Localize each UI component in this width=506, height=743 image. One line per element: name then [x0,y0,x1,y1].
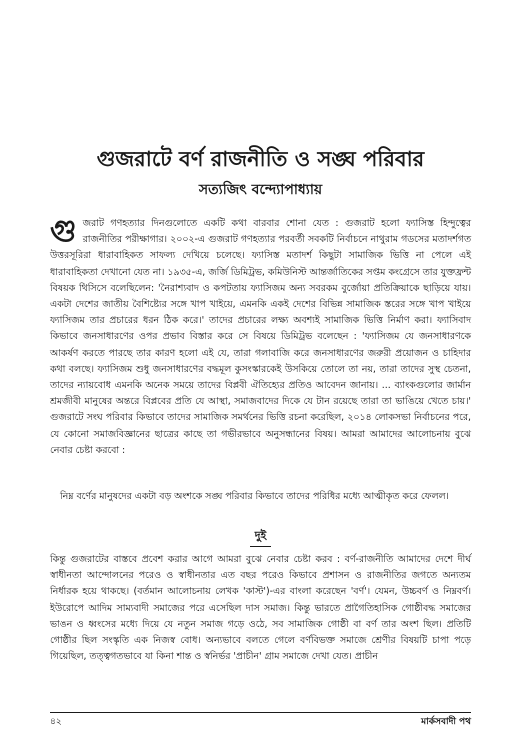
drop-cap: গু [50,214,77,249]
indented-question: নিম্ন বর্ণের মানুষদের একটা বড় অংশকে সঙ্ঘ পরিবার কিভাবে তাদের পরিধির মধ্যে আত্মীকৃত করে ফেলল। [60,491,449,502]
section-one-body [50,216,471,459]
article-page [50,0,471,743]
section-two-heading: দুই [254,529,267,542]
journal-name: মার্কসবাদী পথ [421,717,471,727]
article-author: সত্যজিৎ বন্দ্যোপাধ্যায় [198,182,323,198]
footer-divider [50,712,471,713]
article-title: গুজরাটে বর্ণ রাজনীতি ও সঙ্ঘ পরিবার [96,147,425,171]
section-two-body: কিন্তু গুজরাটের বাস্তবে প্রবেশ করার আগে আমরা বুঝে নেবার চেষ্টা করব : বর্ণ-রাজনীতি আমাদের দেশে দীর্ঘ স্বাধীনতা আন্দোলনের পরেও ও স্বাধীনতার এত বছর পরেও কিভাবে প্রশাসন ও রাজনীতির জগতে অন্যতম নির্ধারক হয়ে থাকছে। (বর্তমান আলোচনায় লেখক 'কাস্ট')-এর বাংলা করেছেন 'বর্ণ'। যেমন, উচ্চবর্ণ ও নিম্নবর্ণ। ইউরোপে আদিম সাম্যবাদী সমাজের পরে এসেছিল দাস সমাজ। কিন্তু ভারতে প্রাগৈতিহাসিক গোষ্ঠীবদ্ধ সমাজের ভাঙন ও ধ্বংসের মধ্যে দিয়ে যে নতুন সমাজ গড়ে ওঠে, সব সামাজিক গোষ্ঠী বা বর্ণ তার অংশ ছিল। প্রতিটি গোষ্ঠীর ছিল সংস্কৃতি এক নিজস্ব বোধ। অন্যভাবে বলতে গেলে বর্ণবিভক্ত সমাজে শ্রেণীর বিষয়টি চাপা পড়ে গিয়েছিল, তত্ত্বগতভাবে যা কিনা শান্ত ও স্বনির্ভর 'প্রাচীন' গ্রাম সমাজে দেখা যেত। প্রাচীন [50,554,471,663]
section-heading-underline [250,546,271,547]
section-one-paragraph: জরাট গণহত্যার দিনগুলোতে একটি কথা বারবার শোনা যেত : গুজরাট হলো ফ্যাসিস্ত হিন্দুত্বের রাজনীতির পরীক্ষাগার। ২০০২-এ গুজরাট গণহত্যার পরবর্তী সবকটি নির্বাচনে নাথুরাম গডসের মতাদর্শগত উত্তরসূরিরা ধারাবাহিকত সাফল্য দেখিয়ে চলেছে। ফ্যাসিস্ত মতাদর্শ কিছুটা সামাজিক ভিত্তি না পেলে এই ধারাবাহিকতা দেখানো যেত না। ১৯৩৫-এ, জর্জি ডিমিট্রভ, কমিউনিস্ট আন্তর্জাতিকের সপ্তম কংগ্রেসে তার যুক্তফ্রন্ট বিষয়ক থিসিসে বলেছিলেন: 'নৈরাশ্যবাদ ও কপটতায় ফ্যাসিজম অন্য সবরকম বুর্জোয়া প্রতিক্রিয়াকে ছাড়িয়ে যায়। একটা দেশের জাতীয় বৈশিষ্ট্যের সঙ্গে খাপ খাইয়ে, এমনকি একই দেশের বিভিন্ন সামাজিক স্তরের সঙ্গে খাপ খাইয়ে ফ্যাসিজম তার প্রচারের ধরন ঠিক করে।' তাদের প্রচারের লক্ষ্য অবশ্যই সামাজিক ভিত্তি নির্মাণ করা। ফ্যাসিবাদ কিভাবে জনসাধারণের ওপর প্রভাব বিস্তার করে সে বিষয়ে ডিমিট্রভ বলেছেন : 'ফ্যাসিজম যে জনসাধারণকে আকর্ষণ করতে পারছে তার কারণ হলো এই যে, তারা গলাবাজি করে জনসাধারণের জরুরী প্রয়োজন ও চাহিদার কথা বলছে। ফ্যাসিজম শুধু জনসাধারণের বদ্ধমূল কুসংস্কারকেই উসকিয়ে তোলে তা নয়, তারা তাদের সুস্থ চেতনা, তাদের ন্যায়বোধ এমনকি অনেক সময়ে তাদের বিপ্লবী ঐতিহ্যের প্রতিও আবেদন জানায়। ... ব্যাংকগুলোর জার্মান শ্রমজীবী মানুষের অন্তরে বিপ্লবের প্রতি যে আস্থা, সমাজবাদের দিকে যে টান রয়েছে তারা তা ভাঙিয়ে খেতে চায়।' গুজরাটে সংঘ পরিবার কিভাবে তাদের সামাজিক সমর্থনের ভিত্তি রচনা করেছিল, ২০১৪ লোকসভা নির্বাচনের পরে, যে কোনো সমাজবিজ্ঞানের ছাত্রের কাছে তা গভীরভাবে অনুসন্ধানের বিষয়। আমরা আমাদের আলোচনায় বুঝে নেবার চেষ্টা করবো : [50,218,471,456]
page-number: ৪২ [50,717,62,727]
